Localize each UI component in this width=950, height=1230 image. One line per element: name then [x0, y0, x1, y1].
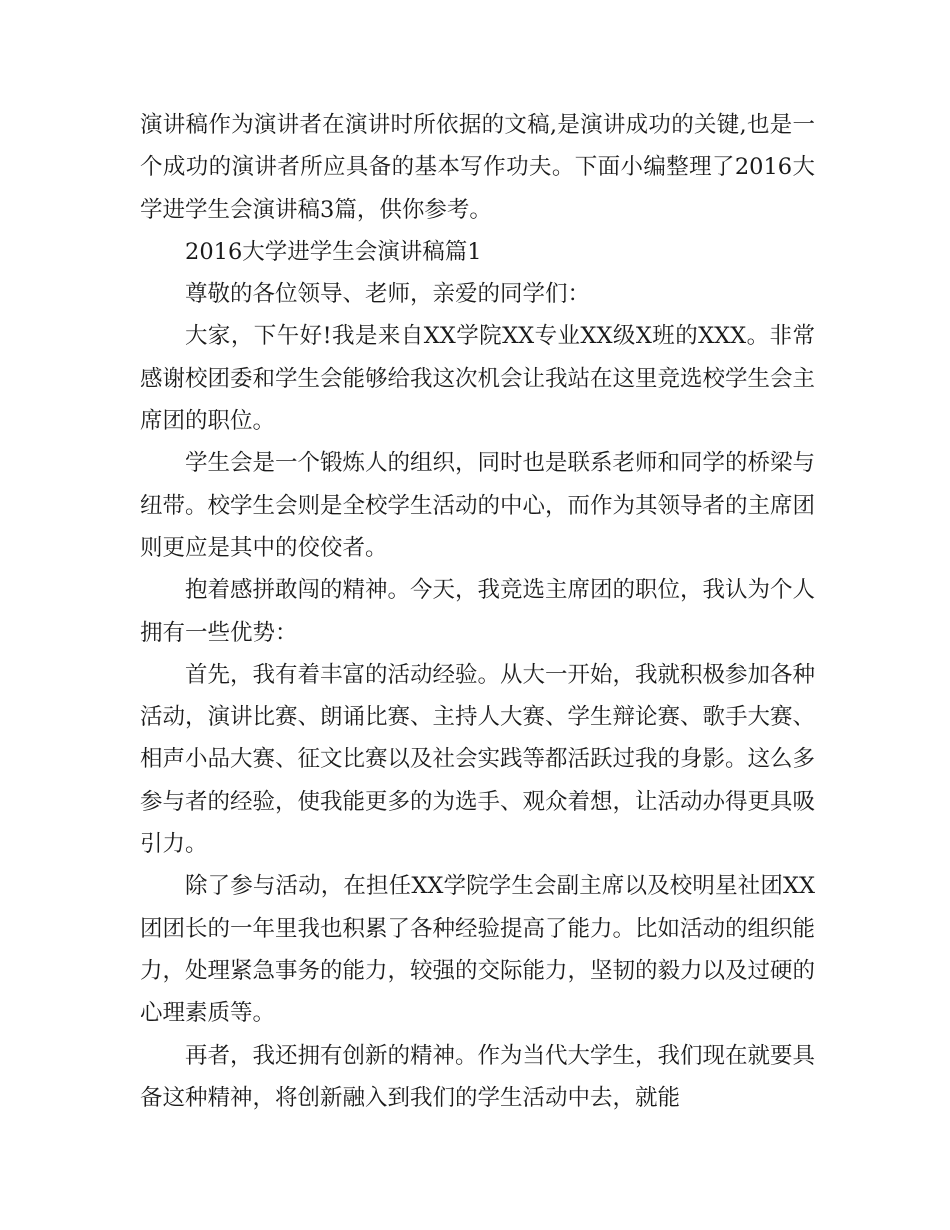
body-paragraph: 大家，下午好!我是来自XX学院XX专业XX级X班的XXX。非常感谢校团委和学生会能够给我这次机会让我站在这里竞选校学生会主席团的职位。 [140, 323, 816, 435]
body-paragraph: 抱着感拼敢闯的精神。今天，我竞选主席团的职位，我认为个人拥有一些优势： [140, 577, 816, 646]
section-heading: 2016大学进学生会演讲稿篇1 [185, 238, 482, 265]
body-paragraph: 学生会是一个锻炼人的组织，同时也是联系老师和同学的桥梁与纽带。校学生会则是全校学生活动的中心，而作为其领导者的主席团则更应是其中的佼佼者。 [140, 450, 816, 561]
body-paragraph: 除了参与活动，在担任XX学院学生会副主席以及校明星社团XX团团长的一年里我也积累了各种经验提高了能力。比如活动的组织能力，处理紧急事务的能力，较强的交际能力，坚韧的毅力以及过硬的心理素质等。 [140, 873, 816, 1027]
document-body [140, 104, 815, 1119]
salutation-paragraph: 尊敬的各位领导、老师，亲爱的同学们： [185, 281, 591, 308]
body-paragraph: 首先，我有着丰富的活动经验。从大一开始，我就积极参加各种活动，演讲比赛、朗诵比赛、主持人大赛、学生辩论赛、歌手大赛、相声小品大赛、征文比赛以及社会实践等都活跃过我的身影。这么多参与者的经验，使我能更多的为选手、观众着想，让活动办得更具吸引力。 [140, 661, 816, 858]
intro-paragraph: 演讲稿作为演讲者在演讲时所依据的文稿,是演讲成功的关键,也是一个成功的演讲者所应具备的基本写作功夫。下面小编整理了2016大学进学生会演讲稿3篇，供你参考。 [140, 112, 815, 223]
body-paragraph: 再者，我还拥有创新的精神。作为当代大学生，我们现在就要具备这种精神，将创新融入到我们的学生活动中去，就能 [140, 1042, 816, 1111]
